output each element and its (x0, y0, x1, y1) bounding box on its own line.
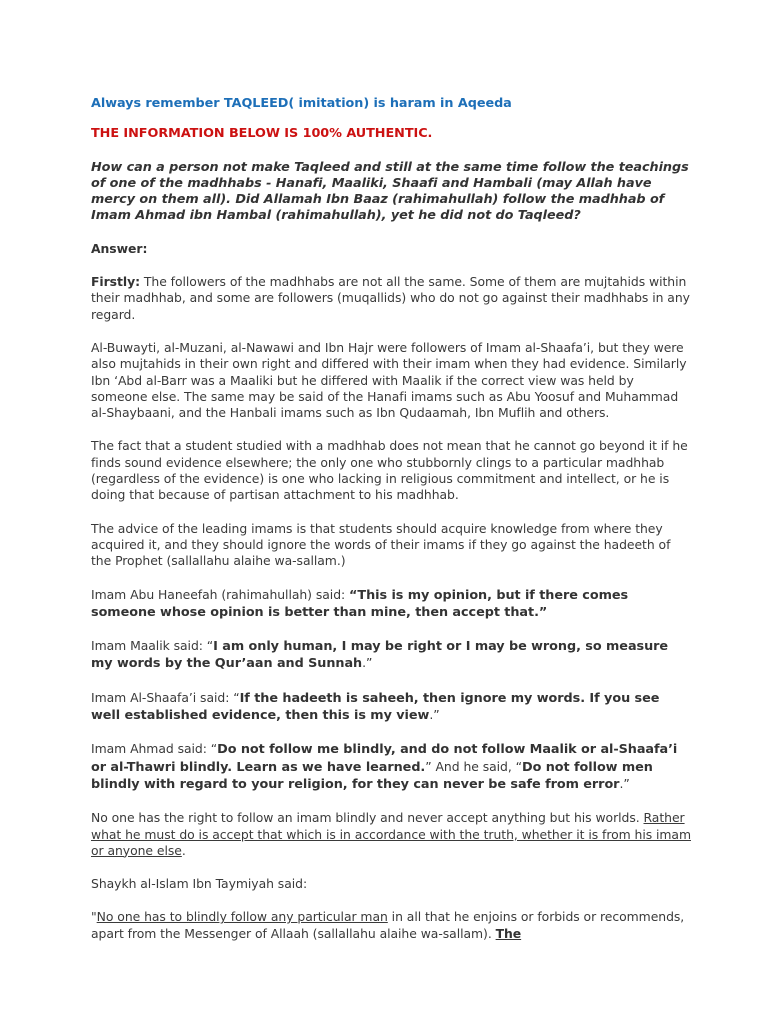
firstly-text: The followers of the madhhabs are not all the same. Some of them are mujtahids within their madhhab, and some are followers (muqallids) who do not go against their madhhabs in any regard. (91, 274, 690, 322)
quote-end: .” (362, 655, 373, 671)
question: How can a person not make Taqleed and still at the same time follow the teachings of one of the madhhabs - Hanafi, Maaliki, Shaafi and Hambali (may Allah have mercy on them all). Did Allamah Ibn Baaz (rahimahullah) follow the madhhab of Imam Ahmad ibn Hambal (rahimahullah), yet he did not do Taqleed? (91, 159, 689, 224)
paragraph-taymiyah-quote (91, 909, 691, 942)
quote-intro: Imam Maalik said: “ (91, 638, 214, 654)
taymiyah-underlined: No one has to blindly follow any particular man (96, 909, 388, 925)
quote-mid: ” And he said, “ (425, 758, 523, 774)
paragraph-advice: The advice of the leading imams is that students should acquire knowledge from where they acquired it, and they should ignore the words of their imams if they go against the hadeeth of the Prophet (sallallahu alaihe wa-sallam.) (91, 520, 671, 569)
paragraph-followers: Al-Buwayti, al-Muzani, al-Nawawi and Ibn Hajr were followers of Imam al-Shaafa’i, but they were also mujtahids in their own right and differed with their imam when they had evidence. Similarly Ibn ‘Abd al-Barr was a Maaliki but he differed with Maalik if the correct view was held by someone else. The same may be said of the Hanafi imams such as Abu Yoosuf and Muhammad al-Shaybaani, and the Hanbali imams such as Ibn Qudaamah, Ibn Muflih and others. (91, 339, 687, 421)
paragraph-student: The fact that a student studied with a madhhab does not mean that he cannot go beyond it if he finds sound evidence elsewhere; the only one who stubbornly clings to a particular madhhab (regardless of the evidence) is one who lacking in religious commitment and intellect, or he is doing that because of partisan attachment to his madhhab. (91, 438, 688, 503)
taymiyah-text: in all that he enjoins or forbids or recommends, apart from the Messenger of Allaah (sallallahu alaihe wa-sallam). (91, 909, 685, 941)
paragraph-no-one (91, 810, 691, 859)
quote-intro: Imam Al-Shaafa’i said: “ (91, 689, 240, 705)
quote-text: If the hadeeth is saheeh, then ignore my words. If you see well established evidence, then this is my view (91, 690, 660, 724)
taymiyah-open-quote: " (91, 909, 97, 925)
no-one-end: . (181, 842, 186, 858)
quote-text: I am only human, I may be right or I may be wrong, so measure my words by the Qur’aan and Sunnah (91, 639, 669, 672)
quote-end: .” (429, 707, 440, 723)
authenticity-notice: THE INFORMATION BELOW IS 100% AUTHENTIC. (91, 126, 433, 142)
no-one-underlined: Rather what he must do is accept that which is in accordance with the truth, whether it is from his imam or anyone else (91, 810, 691, 858)
firstly-lead: Firstly: (91, 274, 140, 290)
quote-end: .” (619, 775, 630, 791)
quote-intro: Imam Abu Haneefah (rahimahullah) said: (91, 586, 350, 602)
quote-ahmad (91, 741, 691, 793)
paragraph-firstly (91, 274, 691, 323)
quote-text: Do not follow me blindly, and do not follow Maalik or al-Shaafa’i or al-Thawri blindly. Learn as we have learned. (91, 742, 678, 775)
answer-label: Answer: (91, 240, 148, 256)
no-one-text: No one has the right to follow an imam blindly and never accept anything but his worlds. (91, 810, 644, 826)
article-body (91, 96, 691, 942)
page-title: Always remember TAQLEED( imitation) is haram in Aqeeda (91, 96, 512, 111)
paragraph-taymiyah-intro: Shaykh al-Islam Ibn Taymiyah said: (91, 876, 308, 892)
quote-maalik (91, 638, 691, 673)
quote-abu-haneefah (91, 587, 691, 622)
quote-shaafai (91, 690, 691, 725)
taymiyah-bold-underlined: The (495, 925, 522, 941)
quote-intro: Imam Ahmad said: “ (91, 741, 218, 757)
quote-text: “This is my opinion, but if there comes someone whose opinion is better than mine, then accept that.” (91, 587, 629, 620)
quote-text-2: Do not follow men blindly with regard to your religion, for they can never be safe from error (91, 759, 653, 792)
